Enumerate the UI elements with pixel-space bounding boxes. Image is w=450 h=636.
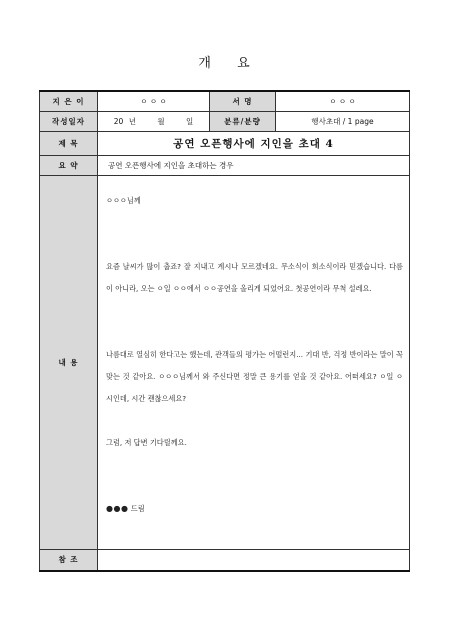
reference-label: 참 조 bbox=[40, 549, 98, 571]
signature-text: 드림 bbox=[130, 503, 145, 513]
author-label: 지 은 이 bbox=[40, 91, 98, 111]
content-label: 내 용 bbox=[40, 175, 98, 549]
summary-value: 공연 오픈행사에 지인을 초대하는 경우 bbox=[98, 155, 410, 175]
letter-signature bbox=[106, 498, 403, 520]
subject-value: 공연 오픈행사에 지인을 초대 4 bbox=[98, 131, 410, 155]
signature-dots: ●●● bbox=[106, 503, 129, 513]
date-year: 20 년 bbox=[113, 116, 136, 126]
date-row bbox=[40, 111, 410, 131]
date-day: 일 bbox=[185, 116, 194, 126]
author-value: ㅇ ㅇ ㅇ bbox=[98, 91, 210, 111]
reference-value bbox=[98, 549, 410, 571]
signature-label: 서 명 bbox=[210, 91, 276, 111]
category-label: 분류/분량 bbox=[210, 111, 276, 131]
letter-body bbox=[98, 175, 410, 549]
letter-paragraph-2: 나름대로 열심히 한다고는 했는데, 관객들의 평가는 어떨런지... 기대 반, 걱정 반이라는 말이 꼭 맞는 것 같아요. ㅇㅇㅇ님께서 와 주신다면 정말 큰 용기를 얻을 것 같아요. 어떠세요? ㅇ일 ㅇ시인데, 시간 괜찮으세요? bbox=[106, 349, 403, 403]
document-title: 개 요 bbox=[198, 56, 252, 71]
subject-label: 제 목 bbox=[40, 131, 98, 155]
date-month: 월 bbox=[157, 116, 165, 126]
date-label: 작성일자 bbox=[40, 111, 98, 131]
letter-paragraph-1: 요즘 날씨가 많이 춥죠? 잘 지내고 계시나 모르겠네요. 무소식이 희소식이라 믿겠습니다. 다름이 아니라, 오는 ㅇ일 ㅇㅇ에서 ㅇㅇ공연을 올리게 되었어요. 첫공연이라 무척 설레요. bbox=[106, 261, 403, 293]
subject-row bbox=[40, 131, 410, 155]
author-row bbox=[40, 91, 410, 111]
overview-form-table bbox=[39, 90, 410, 572]
content-row bbox=[40, 175, 410, 549]
reference-row bbox=[40, 549, 410, 571]
category-value: 행사초대 / 1 page bbox=[276, 111, 410, 131]
date-value bbox=[98, 111, 210, 131]
summary-label: 요 약 bbox=[40, 155, 98, 175]
summary-row bbox=[40, 155, 410, 175]
signature-value: ㅇ ㅇ ㅇ bbox=[276, 91, 410, 111]
letter-greeting: ㅇㅇㅇ님께 bbox=[106, 195, 141, 205]
letter-closing: 그럼, 저 답변 기다릴께요. bbox=[106, 437, 187, 447]
